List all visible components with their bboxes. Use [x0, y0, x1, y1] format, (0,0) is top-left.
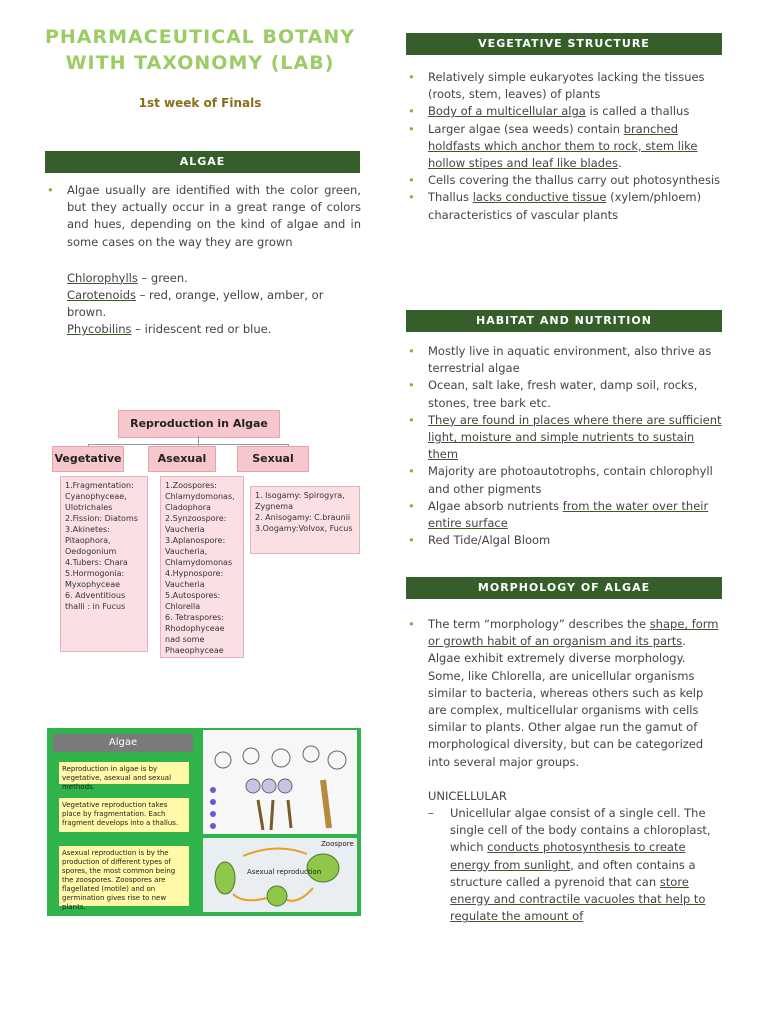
habitat-item: • Ocean, salt lake, fresh water, damp soil, rocks, stones, tree bark etc. [428, 377, 722, 411]
vegetative-item: 1.Fragmentation: Cyanophyceae, Ulotrichales [65, 481, 134, 512]
branch-vegetative: Vegetative [52, 446, 124, 472]
algae-intro: • Algae usually are identified with the color green, but they actually occur in a great range of colors and hues, depending on the kind of algae and in some cases on the way they are grown [67, 182, 361, 251]
reproduction-diagram [50, 408, 362, 660]
habitat-item: • Red Tide/Algal Bloom [428, 532, 722, 549]
vegetative-item: 5.Hormogonia: Myxophyceae [65, 569, 125, 589]
vegetative-item: 3.Akinetes: Pitaophora, Oedogonium [65, 525, 117, 556]
sexual-list [250, 486, 360, 554]
figure-note: Vegetative reproduction takes place by fragmentation. Each fragment develops into a thallus. [59, 798, 189, 832]
sexual-item: 1. Isogamy: Spirogyra, Zygnema [255, 491, 345, 511]
diagram-title: Reproduction in Algae [118, 410, 280, 438]
page-subtitle: 1st week of Finals [138, 96, 262, 110]
zoospore-illustration [203, 838, 357, 912]
habitat-item: • Majority are photoautotrophs, contain chlorophyll and other pigments [428, 463, 722, 497]
branch-sexual: Sexual [237, 446, 309, 472]
title-line-2: WITH TAXONOMY (LAB) [65, 52, 335, 74]
figure-note: Reproduction in algae is by vegetative, asexual and sexual methods. [59, 762, 189, 784]
asexual-item: 3.Aplanospore: Vaucheria, Chlamydomonas [165, 536, 233, 567]
vegetative-list [60, 476, 148, 652]
unicellular-label: UNICELLULAR [428, 788, 507, 803]
morphology-heading: MORPHOLOGY OF ALGAE [406, 577, 722, 599]
vegetative-section [406, 69, 722, 224]
vegetative-item: • Thallus lacks conductive tissue (xylem/phloem) characteristics of vascular plants [428, 189, 722, 223]
branch-asexual: Asexual [148, 446, 216, 472]
asexual-list [160, 476, 244, 658]
algae-cells-icon [203, 730, 357, 834]
asexual-item: 6. Tetraspores: Rhodophyceae nad some Phaeophyceae [165, 613, 225, 655]
asexual-item: 4.Hypnospore: Vaucheria [165, 569, 224, 589]
habitat-section [406, 343, 722, 549]
pigment-chlorophylls: Chlorophylls – green. [67, 270, 188, 285]
vegetative-heading: VEGETATIVE STRUCTURE [406, 33, 722, 55]
asexual-reproduction-label: Asexual reproduction [247, 868, 322, 876]
figure-heading: Algae [53, 734, 193, 752]
vegetative-item: • Larger algae (sea weeds) contain branched holdfasts which anchor them to rock, stem like hollow stipes and leaf like blades. [428, 121, 722, 173]
zoospore-label: Zoospore [321, 840, 354, 848]
morphology-section [406, 616, 722, 925]
algae-reproduction-figure [47, 728, 361, 916]
habitat-item: • Mostly live in aquatic environment, also thrive as terrestrial algae [428, 343, 722, 377]
title-line-1: PHARMACEUTICAL BOTANY [44, 26, 355, 48]
asexual-item: 1.Zoospores: Chlamydomonas, Cladophora [165, 481, 235, 512]
algae-section [45, 182, 361, 339]
sexual-item: 2. Anisogamy: C.braunii [255, 513, 351, 522]
vegetative-item: 6. Adventitious thalli : in Fucus [65, 591, 126, 611]
cell-illustration [203, 730, 357, 834]
asexual-item: 5.Autospores: Chlorella [165, 591, 221, 611]
habitat-item: • They are found in places where there are sufficient light, moisture and simple nutrients to sustain them [428, 412, 722, 464]
vegetative-item: • Cells covering the thallus carry out photosynthesis [428, 172, 722, 189]
habitat-heading: HABITAT AND NUTRITION [406, 310, 722, 332]
connector [198, 436, 199, 444]
morphology-intro: • The term “morphology” describes the shape, form or growth habit of an organism and its parts. Algae exhibit extremely diverse morphology. Some, like Chlorella, are unicellular organisms similar to bacteria, whereas others such as kelp are complex, multicellular organisms with cells similar to plants. Other algae run the gamut of morphological diversity, but can be categorized into several major groups. [428, 616, 722, 771]
vegetative-item: 4.Tubers: Chara [65, 558, 128, 567]
unicellular-description: – Unicellular algae consist of a single cell. The single cell of the body contains a chloroplast, which conducts photosynthesis to create energy from sunlight, and often contains a structure called a pyrenoid that can store energy and contractile vacuoles that help to regulate the amount of [406, 805, 722, 925]
figure-note: Asexual reproduction is by the production of different types of spores, the most common being the zoospores. Zoospores are flagellated (motile) and on germination gives rise to new plants. [59, 846, 189, 906]
habitat-item: • Algae absorb nutrients from the water over their entire surface [428, 498, 722, 532]
vegetative-item: • Relatively simple eukaryotes lacking the tissues (roots, stem, leaves) of plants [428, 69, 722, 103]
connector [88, 444, 288, 445]
pigment-phycobilins: Phycobilins – iridescent red or blue. [67, 322, 272, 337]
sexual-item: 3.Oogamy:Volvox, Fucus [255, 524, 353, 533]
asexual-item: 2.Synzoospore: Vaucheria [165, 514, 227, 534]
pigment-list [45, 270, 361, 339]
pigment-carotenoids: Carotenoids – red, orange, yellow, amber, or brown. [67, 288, 324, 320]
page-title [40, 24, 360, 76]
vegetative-item: • Body of a multicellular alga is called a thallus [428, 103, 722, 120]
algae-heading: ALGAE [45, 151, 360, 173]
vegetative-item: 2.Fission: Diatoms [65, 514, 138, 523]
